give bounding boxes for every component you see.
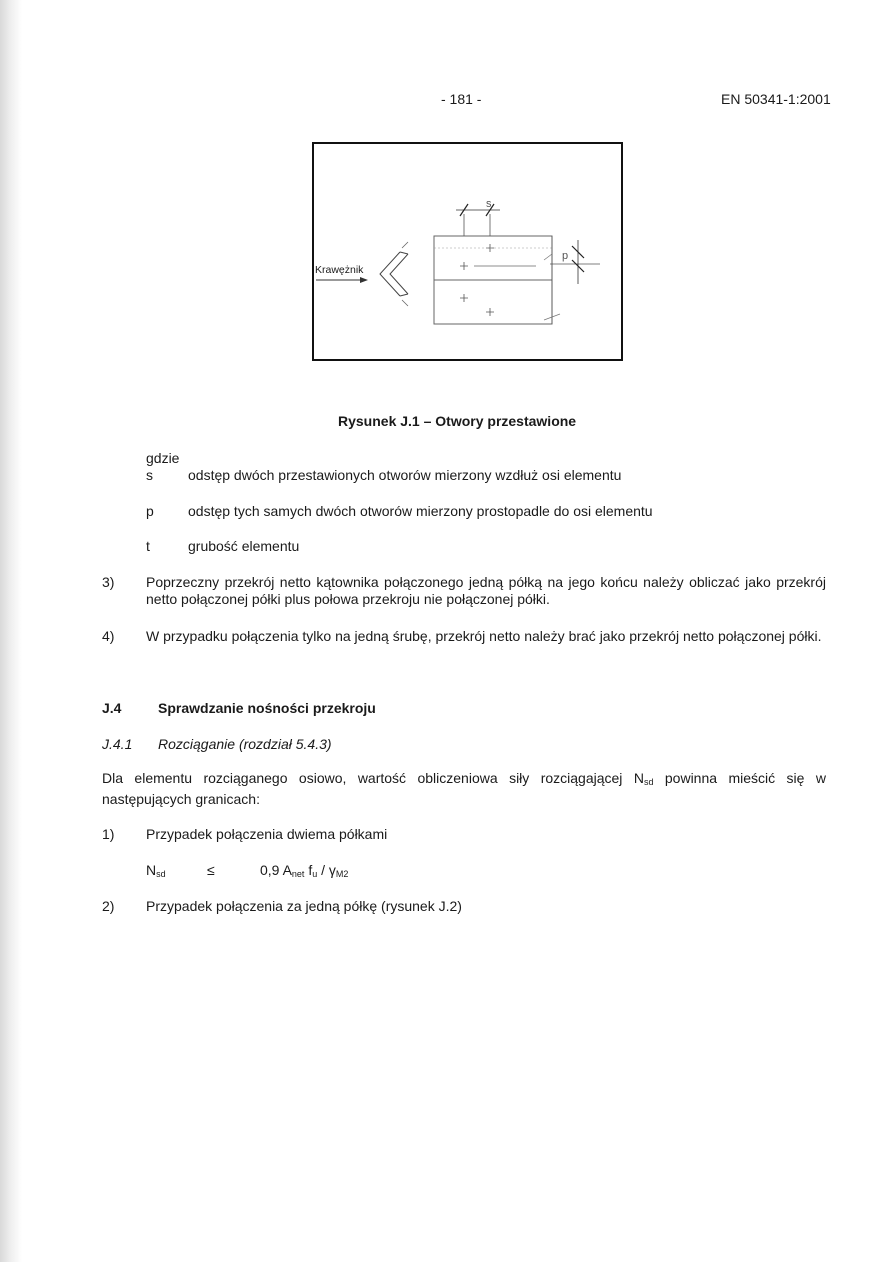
item-number-3: 3) (102, 574, 115, 590)
item-text-4: W przypadku połączenia tylko na jedną śrubę, przekrój netto należy brać jako przekrój netto połączonej półki. (146, 628, 822, 644)
intro-subscript: sd (643, 777, 654, 787)
definition-symbol-t: t (146, 538, 150, 554)
case-text-1: Przypadek połączenia dwiema półkami (146, 826, 388, 842)
intro-paragraph (102, 770, 826, 808)
section-title: Sprawdzanie nośności przekroju (158, 700, 376, 716)
definitions-intro: gdzie (146, 450, 180, 466)
case-number-2: 2) (102, 898, 115, 914)
definition-symbol-s: s (146, 467, 153, 483)
figure-caption: Rysunek J.1 – Otwory przestawione (338, 413, 577, 429)
item-number-4: 4) (102, 628, 115, 644)
item-text-3: Poprzeczny przekrój netto kątownika połączonego jedną półką na jego końcu należy obliczać jako przekrój netto połączonej półki plus połowa przekroju nie połączonej półki. (146, 574, 826, 607)
definition-text-t: grubość elementu (188, 538, 300, 554)
formula-sub-u: u (312, 869, 318, 879)
subsection-number: J.4.1 (102, 736, 133, 752)
figure-label-s: s (486, 198, 492, 210)
scan-edge-shading (0, 0, 22, 1262)
formula-lhs-symbol: N (146, 862, 157, 878)
formula-sub-net: net (291, 869, 305, 879)
formula-rhs (260, 862, 348, 879)
section-number: J.4 (102, 700, 122, 716)
formula-lhs (146, 862, 166, 879)
definition-text-s: odstęp dwóch przestawionych otworów mierzony wzdłuż osi elementu (188, 467, 622, 483)
definition-symbol-p: p (146, 503, 154, 519)
formula-gamma: / γ (317, 862, 336, 878)
figure-label-kraweznik: Krawężnik (315, 264, 364, 276)
page-number: - 181 - (441, 91, 482, 107)
case-text-2: Przypadek połączenia za jedną półkę (rysunek J.2) (146, 898, 462, 914)
document-id: EN 50341-1:2001 (721, 91, 831, 107)
figure-staggered-holes (312, 142, 623, 361)
formula-lhs-subscript: sd (156, 869, 166, 879)
subsection-title: Rozciąganie (rozdział 5.4.3) (158, 736, 332, 752)
staggered-holes-drawing (314, 144, 621, 359)
definition-text-p: odstęp tych samych dwóch otworów mierzony prostopadle do osi elementu (188, 503, 653, 519)
formula-fu: f (304, 862, 313, 878)
case-number-1: 1) (102, 826, 115, 842)
figure-label-p: p (562, 250, 569, 262)
formula-sub-m2: M2 (335, 869, 349, 879)
formula-relation: ≤ (207, 862, 215, 878)
intro-text-a: Dla elementu rozciąganego osiowo, wartość obliczeniowa siły rozciągającej N (102, 770, 644, 786)
intro-text-b: powinna mieścić się w następujących granicach: (102, 770, 826, 807)
formula-coefficient: 0,9 A (260, 862, 292, 878)
